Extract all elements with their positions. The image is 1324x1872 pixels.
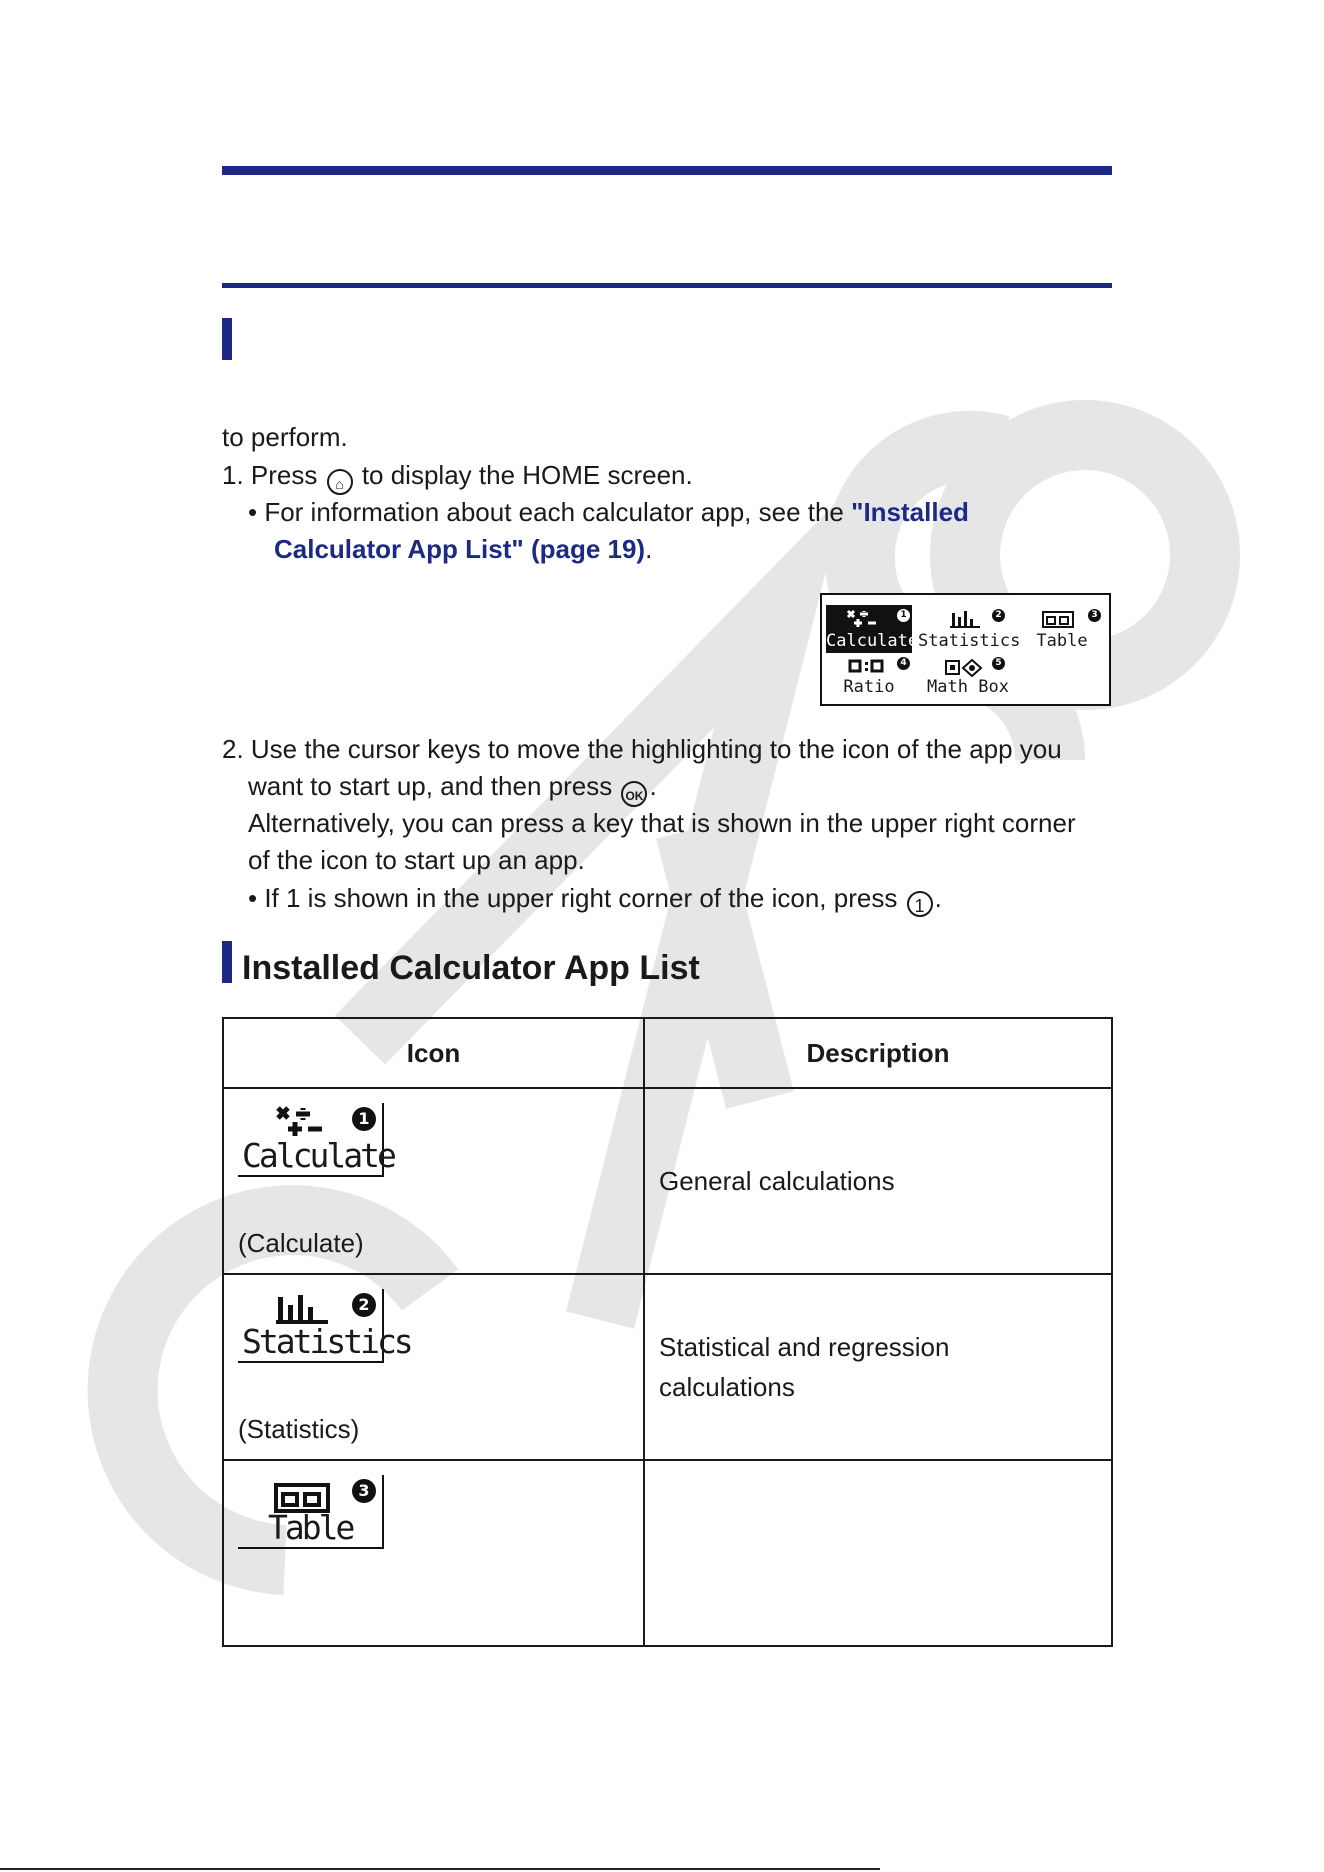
calculate-glyph-icon xyxy=(846,609,882,629)
hs-item-math-box[interactable] xyxy=(918,677,1018,697)
description-cell xyxy=(644,1088,1112,1274)
app-name: (Statistics) xyxy=(238,1414,360,1444)
step-2-line-4: of the icon to start up an app. xyxy=(248,845,585,875)
icon-cell xyxy=(223,1460,644,1646)
description-text-2: calculations xyxy=(659,1372,795,1402)
section-bar-2 xyxy=(222,941,232,983)
app-name: (Calculate) xyxy=(238,1228,364,1258)
description-cell xyxy=(644,1274,1112,1460)
icon-cell xyxy=(223,1274,644,1460)
app-list-link-cont[interactable]: Calculator App List" (page 19) xyxy=(274,534,646,564)
calculate-num-badge: 1 xyxy=(352,1107,376,1131)
hs-label: Table xyxy=(1036,631,1088,651)
table-row xyxy=(223,1088,1112,1274)
hs-num-1: 1 xyxy=(897,609,910,622)
step-2-line-2 xyxy=(248,769,657,807)
bullet-text: • For information about each calculator app, see the xyxy=(248,497,852,527)
description-text: General calculations xyxy=(659,1166,895,1196)
hs-num-5: 5 xyxy=(992,657,1005,670)
step-1-bullet xyxy=(248,495,969,529)
calculate-symbols-icon xyxy=(276,1105,336,1139)
step-2-bullet-pre: • If 1 is shown in the upper right corner of the icon, press xyxy=(248,883,905,913)
home-screen-display xyxy=(820,593,1111,706)
step-2-pre: want to start up, and then press xyxy=(248,771,620,801)
hs-label: Statistics xyxy=(918,631,1021,651)
table-app-icon xyxy=(238,1475,384,1549)
header-description: Description xyxy=(644,1018,1112,1088)
step-1-pre: 1. Press xyxy=(222,460,325,490)
ratio-glyph-icon xyxy=(848,659,888,675)
section-bar-1 xyxy=(222,318,232,360)
hs-item-statistics[interactable] xyxy=(918,631,1021,651)
statistics-num-badge: 2 xyxy=(352,1293,376,1317)
hs-label: Math Box xyxy=(927,677,1009,697)
hs-label: Calculate xyxy=(826,631,919,651)
step-2-line-3: Alternatively, you can press a key that is shown in the upper right corner xyxy=(248,808,1076,838)
footer-line xyxy=(0,1868,880,1870)
title-rule-top xyxy=(222,166,1112,175)
statistics-glyph-icon xyxy=(950,611,982,629)
statistics-app-icon xyxy=(238,1289,411,1363)
hs-item-ratio[interactable] xyxy=(826,677,912,697)
key-1-icon: 1 xyxy=(907,891,933,917)
title-rule-bottom xyxy=(222,283,1112,288)
table-glyph-icon xyxy=(1042,611,1076,629)
statistics-bars-icon xyxy=(276,1295,332,1325)
table-row xyxy=(223,1460,1112,1646)
step-2-bullet-post: . xyxy=(934,883,942,913)
step-1-post: to display the HOME screen. xyxy=(354,460,693,490)
math-box-glyph-icon xyxy=(944,659,986,677)
step-2-line-1: 2. Use the cursor keys to move the highlighting to the icon of the app you xyxy=(222,734,1062,764)
hs-item-table[interactable] xyxy=(1022,631,1102,651)
step-1-bullet-cont xyxy=(274,532,652,566)
intro-line: to perform. xyxy=(222,422,348,452)
statistics-icon-label: Statistics xyxy=(242,1322,411,1361)
app-list-link[interactable]: "Installed xyxy=(851,497,969,527)
ok-key-icon: OK xyxy=(621,781,647,807)
description-text: Statistical and regression xyxy=(659,1332,950,1362)
hs-label: Ratio xyxy=(843,677,895,697)
calculate-icon-label: Calculate xyxy=(242,1136,394,1175)
hs-num-3: 3 xyxy=(1088,609,1101,622)
hs-num-4: 4 xyxy=(897,657,910,670)
step-2-post: . xyxy=(649,771,657,801)
section-title: Installed Calculator App List xyxy=(242,949,700,987)
table-num-badge: 3 xyxy=(352,1479,376,1503)
hs-item-calculate[interactable] xyxy=(826,631,919,651)
bullet-end: . xyxy=(645,534,653,564)
calculate-app-icon xyxy=(238,1103,394,1177)
home-key-icon: ⌂ xyxy=(327,469,353,495)
app-list-table xyxy=(222,1017,1113,1647)
table-row xyxy=(223,1274,1112,1460)
step-2-bullet xyxy=(248,881,942,917)
table-header-row xyxy=(223,1018,1112,1088)
step-1 xyxy=(222,458,693,495)
header-icon: Icon xyxy=(223,1018,644,1088)
description-cell xyxy=(644,1460,1112,1646)
hs-num-2: 2 xyxy=(992,609,1005,622)
table-icon-label: Table xyxy=(268,1508,353,1547)
icon-cell xyxy=(223,1088,644,1274)
